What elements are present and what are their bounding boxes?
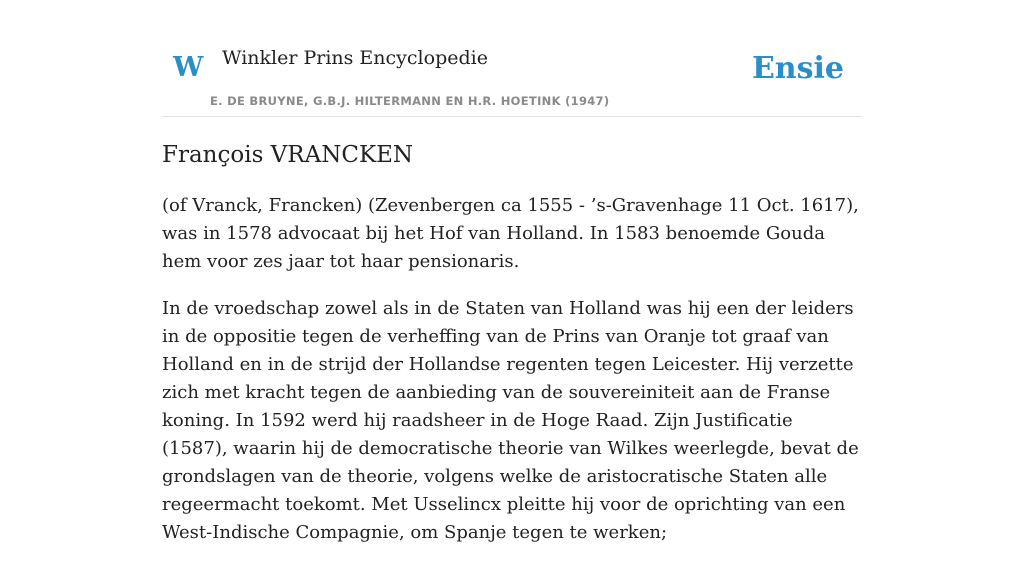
article-paragraph: (of Vranck, Francken) (Zevenbergen ca 1555 - ’s-Gravenhage 11 Oct. 1617), was in 1578 advocaat bij het Hof van Holland. In 1583 benoemde Gouda hem voor zes jaar tot haar pensionaris. (162, 195, 859, 272)
publication-logo[interactable]: W (173, 52, 204, 83)
publication-authors: E. DE BRUYNE, G.B.J. HILTERMANN EN H.R. HOETINK (1947) (210, 94, 610, 108)
article-title: François VRANCKEN (162, 142, 414, 168)
article-paragraph: In de vroedschap zowel als in de Staten van Holland was hij een der leiders in de oppositie tegen de verheffing van de Prins van Oranje tot graaf van Holland en in de strijd der Hollandse regenten tegen Leicester. Hij verzette zich met kracht tegen de aanbieding van de souvereiniteit aan de Franse koning. In 1592 werd hij raadsheer in de Hoge Raad. Zijn Justificatie (1587), waarin hij de democratische theorie van Wilkes weerlegde, bevat de grondslagen van de theorie, volgens welke de aristocratische Staten alle regeermacht toekomt. Met Usselincx pleitte hij voor de oprichting van een West-Indische Compagnie, om Spanje tegen te werken; (162, 298, 859, 543)
publication-header (162, 0, 862, 117)
page-container (162, 0, 862, 543)
publication-title[interactable]: Winkler Prins Encyclopedie (222, 47, 488, 69)
brand-logo[interactable]: Ensie (751, 51, 844, 86)
article-body (162, 192, 862, 566)
